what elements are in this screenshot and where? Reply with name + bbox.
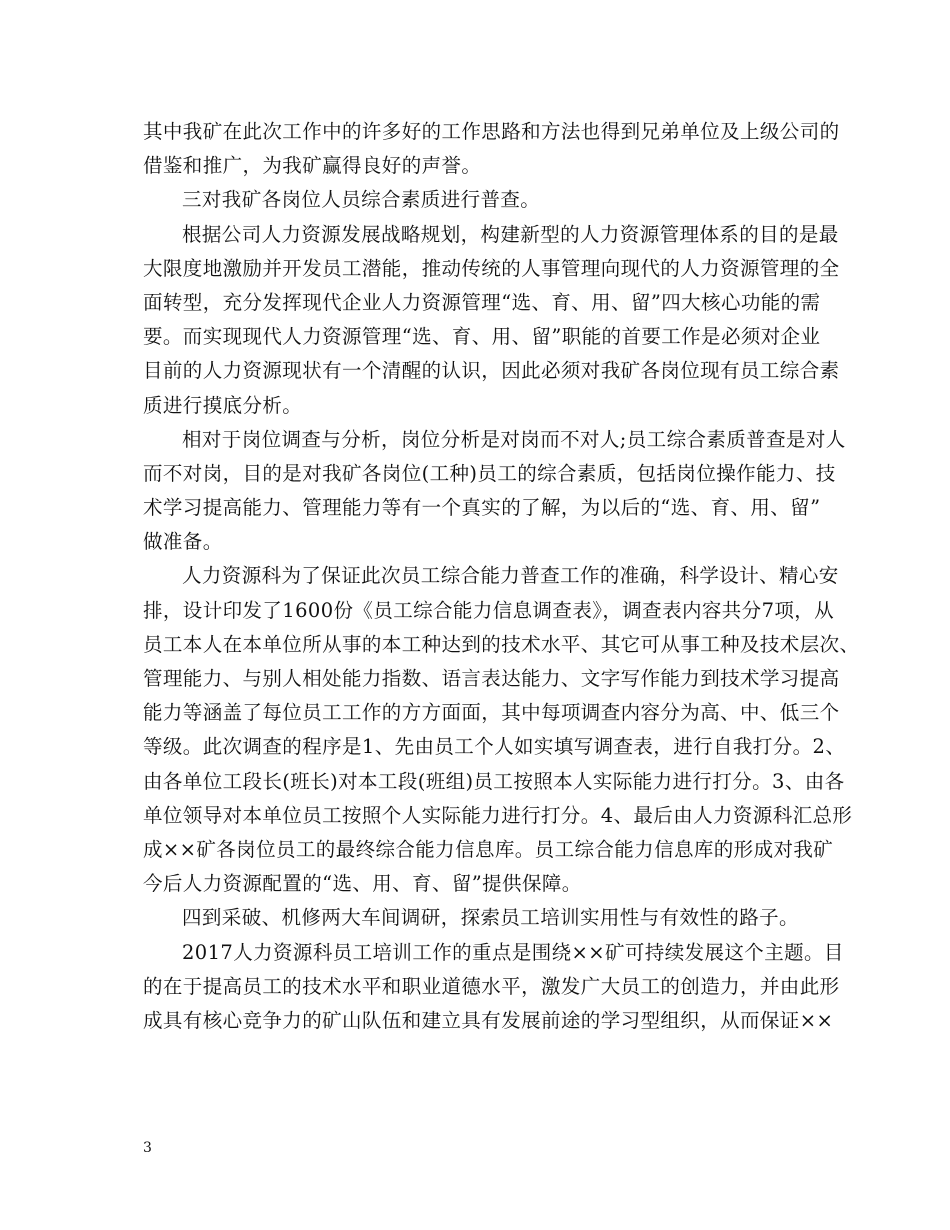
text-line: 2017人力资源科员工培训工作的重点是围绕××矿可持续发展这个主题。目 bbox=[182, 940, 844, 964]
text-line: 排，设计印发了1600份《员工综合能力信息调查表》，调查表内容共分7项，从 bbox=[143, 598, 835, 622]
text-line: 的在于提高员工的技术水平和职业道德水平，激发广大员工的创造力，并由此形 bbox=[143, 974, 840, 998]
text-line: 借鉴和推广，为我矿赢得良好的声誉。 bbox=[143, 154, 482, 178]
text-line: 目前的人力资源现状有一个清醒的认识，因此必须对我矿各岗位现有员工综合素 bbox=[143, 359, 840, 383]
text-line: 大限度地激励并开发员工潜能，推动传统的人事管理向现代的人力资源管理的全 bbox=[143, 256, 840, 280]
text-line: 成××矿各岗位员工的最终综合能力信息库。员工综合能力信息库的形成对我矿 bbox=[143, 837, 834, 861]
text-line: 质进行摸底分析。 bbox=[143, 393, 303, 417]
text-line: 做准备。 bbox=[143, 530, 223, 554]
text-line: 根据公司人力资源发展战略规划，构建新型的人力资源管理体系的目的是最 bbox=[182, 222, 839, 246]
text-line: 三对我矿各岗位人员综合素质进行普查。 bbox=[182, 188, 541, 212]
text-line: 等级。此次调查的程序是1、先由员工个人如实填写调查表，进行自我打分。2、 bbox=[143, 735, 846, 759]
text-line: 四到采破、机修两大车间调研，探索员工培训实用性与有效性的路子。 bbox=[182, 906, 799, 930]
text-line: 成具有核心竞争力的矿山队伍和建立具有发展前途的学习型组织，从而保证×× bbox=[143, 1008, 834, 1032]
text-line: 而不对岗，目的是对我矿各岗位(工种)员工的综合素质，包括岗位操作能力、技 bbox=[143, 461, 836, 485]
body-text bbox=[143, 115, 860, 1038]
text-line: 员工本人在本单位所从事的本工种达到的技术水平、其它可从事工种及技术层次、 bbox=[143, 632, 860, 656]
text-line: 术学习提高能力、管理能力等有一个真实的了解，为以后的“选、育、用、留” bbox=[143, 496, 821, 520]
text-line: 由各单位工段长(班长)对本工段(班组)员工按照本人实际能力进行打分。3、由各 bbox=[143, 769, 845, 793]
text-line: 要。而实现现代人力资源管理“选、育、用、留”职能的首要工作是必须对企业 bbox=[143, 325, 821, 349]
text-line: 人力资源科为了保证此次员工综合能力普查工作的准确，科学设计、精心安 bbox=[182, 564, 839, 588]
text-line: 单位领导对本单位员工按照个人实际能力进行打分。4、最后由人力资源科汇总形 bbox=[143, 803, 853, 827]
text-line: 相对于岗位调查与分析，岗位分析是对岗而不对人;员工综合素质普查是对人 bbox=[182, 427, 846, 451]
text-line: 能力等涵盖了每位员工工作的方方面面，其中每项调查内容分为高、中、低三个 bbox=[143, 701, 840, 725]
text-line: 管理能力、与别人相处能力指数、语言表达能力、文字写作能力到技术学习提高 bbox=[143, 667, 840, 690]
text-line: 今后人力资源配置的“选、用、育、留”提供保障。 bbox=[143, 872, 582, 896]
page-number: 3 bbox=[143, 1140, 152, 1156]
text-line: 面转型，充分发挥现代企业人力资源管理“选、育、用、留”四大核心功能的需 bbox=[143, 290, 821, 314]
text-line: 其中我矿在此次工作中的许多好的工作思路和方法也得到兄弟单位及上级公司的 bbox=[143, 120, 840, 143]
